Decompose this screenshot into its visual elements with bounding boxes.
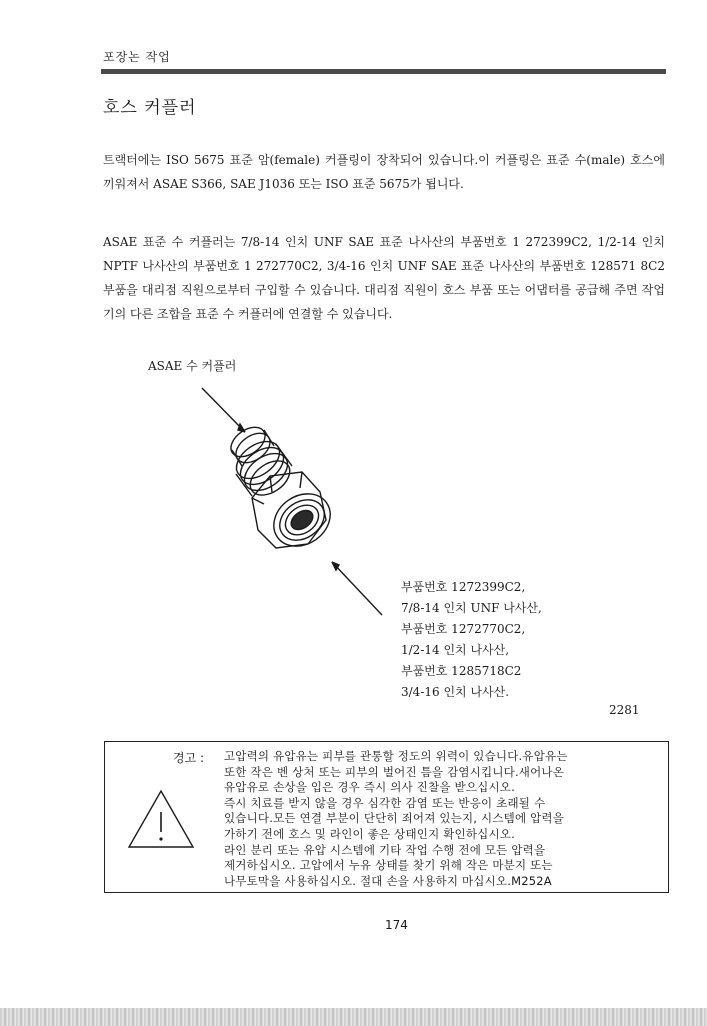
warning-triangle-icon: [126, 788, 196, 850]
warning-text-line: 제거하십시오. 고압에서 누유 상태를 찾기 위해 작은 마분지 또는: [224, 858, 553, 873]
figure-number: 2281: [609, 703, 640, 717]
warning-text-line: 또한 작은 벤 상처 또는 피부의 벌어진 틈을 감염시킵니다.새어나온: [224, 764, 565, 779]
figure-caption: ASAE 수 커플러: [148, 359, 237, 373]
spec-line: 1/2-14 인치 나사산,: [401, 643, 510, 657]
scan-edge: [0, 1008, 707, 1026]
warning-text-line: 유압유로 손상을 입은 경우 즉시 의사 진찰을 받으십시오.: [224, 780, 515, 795]
page-number: 174: [385, 918, 408, 932]
header-rule: [101, 69, 666, 74]
warning-text-line: 가하기 전에 호스 및 라인이 좋은 상태인지 확인하십시오.: [224, 827, 515, 841]
page-title: 호스 커플러: [103, 98, 197, 118]
warning-text-line: 즉시 치료를 받지 않을 경우 심각한 감염 또는 반응이 초래될 수: [224, 795, 546, 810]
warning-text-line: 나무토막을 사용하십시오. 절대 손을 사용하지 마십시오.M252A: [224, 873, 552, 888]
spec-line: 7/8-14 인치 UNF 나사산,: [401, 601, 542, 615]
intro-paragraph: 트랙터에는 ISO 5675 표준 암(female) 커플링이 장착되어 있습니다.이 커플링은 표준 수(male) 호스에 끼워져서 ASAE S366, SAE J1036 또는 ISO 표준 5675가 됩니다.: [103, 153, 665, 191]
warning-text-line: 고압력의 유압유는 피부를 관통할 정도의 위력이 있습니다.유압유는: [224, 749, 568, 763]
asae-paragraph: ASAE 표준 수 커플러는 7/8-14 인치 UNF SAE 표준 나사산의 부품번호 1 272399C2, 1/2-14 인치 NPTF 나사산의 부품번호 1 272770C2, 3/4-16 인치 UNF SAE 표준 나사산의 부품번호 128571 8C2 부품을 대리점 직원으로부터 구입할 수 있습니다. 대리점 직원이 호스 부품 또는 어댑터를 공급해 주면 작업기의 다른 조합을 표준 수 커플러에 연결할 수 있습니다.: [103, 235, 665, 321]
warning-text-line: 라인 분리 또는 유압 시스템에 기타 작업 수행 전에 모든 압력을: [224, 842, 546, 857]
spec-line: 부품번호 1272770C2,: [401, 622, 526, 636]
section-header: 포장논 작업: [103, 50, 171, 64]
spec-line: 부품번호 1272399C2,: [401, 580, 526, 594]
spec-line: 부품번호 1285718C2: [401, 664, 522, 678]
coupler-hex-nut: [252, 472, 326, 548]
spec-leader-line: [332, 562, 382, 615]
caption-leader-line: [202, 388, 245, 432]
spec-line: 3/4-16 인치 나사산.: [401, 685, 510, 699]
coupler-illustration: [160, 380, 420, 630]
warning-label: 경고 :: [173, 751, 205, 765]
warning-text-line: 있습니다.모든 연결 부분이 단단히 죄어져 있는지, 시스템에 압력을: [224, 811, 565, 826]
